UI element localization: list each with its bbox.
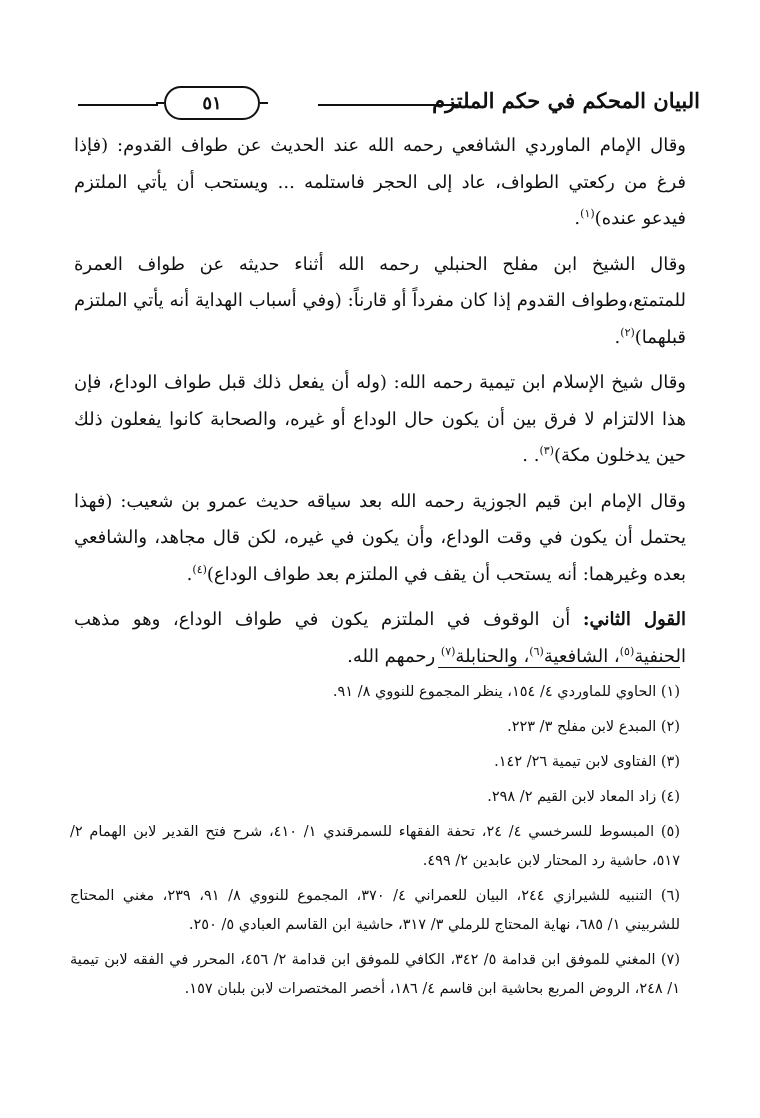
page-header bbox=[78, 84, 700, 124]
footnote-ref: (٥) bbox=[619, 644, 635, 658]
footnote-separator bbox=[438, 667, 680, 668]
section-label: القول الثاني: bbox=[582, 609, 687, 630]
paragraph: وقال الإمام ابن قيم الجوزية رحمه الله بعد سياقه حديث عمرو بن شعيب: (فهذا يحتمل أن يكون في وقت الوداع، وأن يكون في غيره، لكن قال مجاهد، والشافعي بعده وغيرهما: أنه يستحب أن يقف في الملتزم بعد طواف الوداع)$^{(٤)}$. bbox=[74, 490, 686, 585]
footnote-ref: (٦) bbox=[529, 644, 544, 658]
paragraph: وقال الإمام الماوردي الشافعي رحمه الله عند الحديث عن طواف القدوم: (فإذا فرغ من ركعتي الطواف، عاد إلى الحجر فاستلمه ... ويستحب أن يأتي الملتزم فيدعو عنده)$^{(١)}$. bbox=[74, 135, 686, 229]
page-number-badge bbox=[164, 86, 260, 120]
footnote: (١) الحاوي للماوردي ٤/ ١٥٤، ينظر المجموع للنووي ٨/ ٩١. bbox=[332, 684, 680, 700]
footnote-ref: (٣) bbox=[539, 444, 554, 457]
footnote-ref: (٧) bbox=[440, 644, 456, 658]
running-title: البيان المحكم في حكم الملتزم bbox=[432, 88, 700, 113]
footnotes bbox=[70, 678, 680, 1010]
footnote: (٤) زاد المعاد لابن القيم ٢/ ٢٩٨. bbox=[487, 789, 680, 805]
footnote-ref: (١) bbox=[580, 207, 595, 220]
footnote-ref: (٢) bbox=[620, 325, 635, 339]
footnote: (٢) المبدع لابن مفلح ٣/ ٢٢٣. bbox=[507, 719, 680, 735]
footnote: (٣) الفتاوى لابن تيمية ٢٦/ ١٤٢. bbox=[494, 754, 680, 770]
footnote: (٥) المبسوط للسرخسي ٤/ ٢٤، تحفة الفقهاء للسمرقندي ١/ ٤١٠، شرح فتح القدير لابن الهمام ٢/ ٥١٧، حاشية رد المحتار لابن عابدين ٢/ ٤٩٩. bbox=[70, 824, 680, 869]
page-number: ٥١ bbox=[202, 92, 222, 114]
header-rule bbox=[78, 104, 158, 106]
footnote: (٧) المغني للموفق ابن قدامة ٥/ ٣٤٢، الكافي للموفق ابن قدامة ٢/ ٤٥٦، المحرر في الفقه لابن تيمية ١/ ٢٤٨، الروض المربع بحاشية ابن قاسم ٤/ ١٨٦، أخصر المختصرات لابن بلبان ١٥٧. bbox=[70, 952, 680, 997]
footnote-ref: (٤) bbox=[192, 562, 207, 576]
paragraph: وقال الشيخ ابن مفلح الحنبلي رحمه الله أثناء حديثه عن طواف العمرة للمتمتع،وطواف القدوم إذا كان مفرداً أو قارناً: (وفي أسباب الهداية أنه يأتي الملتزم قبلهما)$^{(٢)}$. bbox=[74, 253, 686, 348]
paragraph: وقال شيخ الإسلام ابن تيمية رحمه الله: (وله أن يفعل ذلك قبل طواف الوداع، فإن هذا الالتزام لا فرق بين أن يكون حال الوداع أو غيره، والصحابة كانوا يفعلون ذلك حين يدخلون مكة)$^{(٣)}$. . bbox=[74, 372, 687, 466]
header-rule bbox=[318, 104, 458, 106]
main-text bbox=[74, 128, 686, 675]
footnote: (٦) التنبيه للشيرازي ٢٤٤، البيان للعمراني ٤/ ٣٧٠، المجموع للنووي ٨/ ٩١، ٢٣٩، مغني المحتاج للشربيني ١/ ٦٨٥، نهاية المحتاج للرملي ٣/ ٣١٧، حاشية ابن القاسم العبادي ٥/ ٢٥٠. bbox=[70, 888, 680, 933]
paragraph: القول الثاني: أن الوقوف في الملتزم يكون في طواف الوداع، وهو مذهب الحنفية$^{(٥)}$، الشافعية$^{(٦)}$، والحنابلة$^{(٧)}$ رحمهم الله. bbox=[74, 609, 687, 667]
